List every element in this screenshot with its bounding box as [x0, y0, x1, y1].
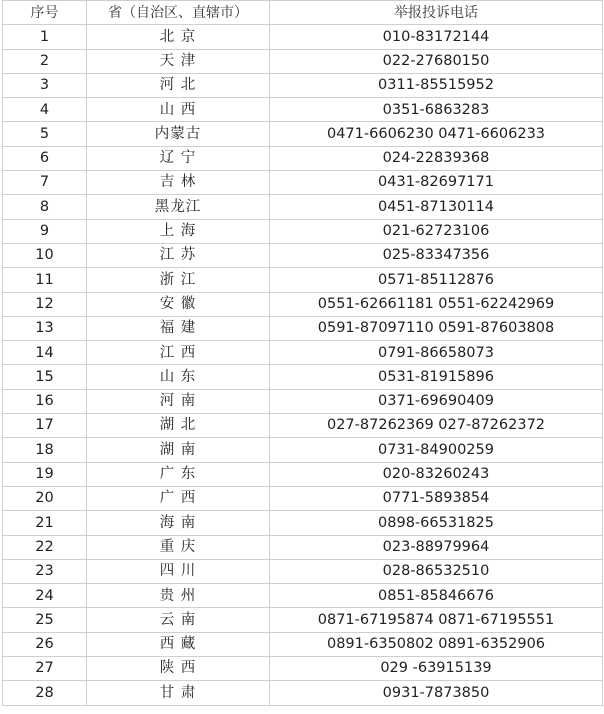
row-phone: 024-22839368 — [270, 146, 603, 170]
row-index: 16 — [3, 389, 87, 413]
row-phone: 010-83172144 — [270, 25, 603, 49]
row-province: 上 海 — [87, 219, 270, 243]
row-province: 河 南 — [87, 389, 270, 413]
row-phone: 023-88979964 — [270, 535, 603, 559]
row-province: 西 藏 — [87, 632, 270, 656]
row-province: 重 庆 — [87, 535, 270, 559]
row-province: 广 西 — [87, 486, 270, 510]
row-index: 6 — [3, 146, 87, 170]
table-row — [3, 195, 603, 219]
table-row — [3, 243, 603, 267]
row-index: 2 — [3, 49, 87, 73]
row-phone: 0851-85846676 — [270, 584, 603, 608]
row-province: 江 苏 — [87, 243, 270, 267]
row-province: 贵 州 — [87, 584, 270, 608]
row-province: 天 津 — [87, 49, 270, 73]
header-index: 序号 — [3, 1, 87, 25]
row-phone: 0371-69690409 — [270, 389, 603, 413]
row-phone: 0311-85515952 — [270, 73, 603, 97]
row-index: 24 — [3, 584, 87, 608]
hotline-table — [2, 0, 603, 706]
row-province: 河 北 — [87, 73, 270, 97]
row-index: 13 — [3, 316, 87, 340]
row-province: 湖 南 — [87, 438, 270, 462]
row-province: 内蒙古 — [87, 122, 270, 146]
row-province: 广 东 — [87, 462, 270, 486]
table-row — [3, 462, 603, 486]
row-phone: 0731-84900259 — [270, 438, 603, 462]
row-phone: 0891-6350802 0891-6352906 — [270, 632, 603, 656]
row-province: 湖 北 — [87, 414, 270, 438]
row-phone: 0898-66531825 — [270, 511, 603, 535]
row-index: 7 — [3, 171, 87, 195]
row-index: 20 — [3, 486, 87, 510]
table-row — [3, 316, 603, 340]
row-phone: 027-87262369 027-87262372 — [270, 414, 603, 438]
row-phone: 0931-7873850 — [270, 681, 603, 705]
row-index: 25 — [3, 608, 87, 632]
row-index: 3 — [3, 73, 87, 97]
row-index: 18 — [3, 438, 87, 462]
row-index: 21 — [3, 511, 87, 535]
row-province: 北 京 — [87, 25, 270, 49]
header-phone: 举报投诉电话 — [270, 1, 603, 25]
row-index: 27 — [3, 657, 87, 681]
row-phone: 0351-6863283 — [270, 98, 603, 122]
table-row — [3, 73, 603, 97]
table-row — [3, 25, 603, 49]
row-index: 8 — [3, 195, 87, 219]
table-row — [3, 559, 603, 583]
row-phone: 025-83347356 — [270, 243, 603, 267]
table-row — [3, 146, 603, 170]
table-row — [3, 486, 603, 510]
row-index: 10 — [3, 243, 87, 267]
row-index: 14 — [3, 341, 87, 365]
row-index: 28 — [3, 681, 87, 705]
row-province: 吉 林 — [87, 171, 270, 195]
row-index: 11 — [3, 268, 87, 292]
row-index: 9 — [3, 219, 87, 243]
row-phone: 0471-6606230 0471-6606233 — [270, 122, 603, 146]
row-phone: 0791-86658073 — [270, 341, 603, 365]
row-phone: 028-86532510 — [270, 559, 603, 583]
table-row — [3, 414, 603, 438]
row-phone: 0451-87130114 — [270, 195, 603, 219]
row-phone: 0551-62661181 0551-62242969 — [270, 292, 603, 316]
row-phone: 0591-87097110 0591-87603808 — [270, 316, 603, 340]
table-row — [3, 632, 603, 656]
table-row — [3, 171, 603, 195]
table-row — [3, 98, 603, 122]
table-row — [3, 389, 603, 413]
row-province: 山 东 — [87, 365, 270, 389]
table-row — [3, 438, 603, 462]
table-row — [3, 365, 603, 389]
row-province: 四 川 — [87, 559, 270, 583]
row-phone: 0431-82697171 — [270, 171, 603, 195]
row-index: 19 — [3, 462, 87, 486]
table-row — [3, 681, 603, 705]
row-province: 海 南 — [87, 511, 270, 535]
row-province: 黑龙江 — [87, 195, 270, 219]
table-row — [3, 341, 603, 365]
row-index: 23 — [3, 559, 87, 583]
row-phone: 0531-81915896 — [270, 365, 603, 389]
row-phone: 0871-67195874 0871-67195551 — [270, 608, 603, 632]
row-index: 15 — [3, 365, 87, 389]
table-row — [3, 219, 603, 243]
table-row — [3, 511, 603, 535]
table-header-row — [3, 1, 603, 25]
row-index: 5 — [3, 122, 87, 146]
table-row — [3, 584, 603, 608]
row-province: 福 建 — [87, 316, 270, 340]
row-phone: 0571-85112876 — [270, 268, 603, 292]
row-phone: 020-83260243 — [270, 462, 603, 486]
row-province: 甘 肃 — [87, 681, 270, 705]
row-province: 云 南 — [87, 608, 270, 632]
row-province: 辽 宁 — [87, 146, 270, 170]
header-province: 省（自治区、直辖市） — [87, 1, 270, 25]
table-row — [3, 49, 603, 73]
table-row — [3, 268, 603, 292]
row-index: 4 — [3, 98, 87, 122]
row-province: 江 西 — [87, 341, 270, 365]
row-province: 陕 西 — [87, 657, 270, 681]
row-phone: 021-62723106 — [270, 219, 603, 243]
row-index: 1 — [3, 25, 87, 49]
table-row — [3, 292, 603, 316]
row-phone: 029 -63915139 — [270, 657, 603, 681]
row-index: 12 — [3, 292, 87, 316]
row-index: 22 — [3, 535, 87, 559]
table-row — [3, 535, 603, 559]
row-phone: 022-27680150 — [270, 49, 603, 73]
row-province: 安 徽 — [87, 292, 270, 316]
row-province: 浙 江 — [87, 268, 270, 292]
table-row — [3, 608, 603, 632]
row-phone: 0771-5893854 — [270, 486, 603, 510]
row-index: 17 — [3, 414, 87, 438]
row-province: 山 西 — [87, 98, 270, 122]
row-index: 26 — [3, 632, 87, 656]
table-row — [3, 657, 603, 681]
table-row — [3, 122, 603, 146]
